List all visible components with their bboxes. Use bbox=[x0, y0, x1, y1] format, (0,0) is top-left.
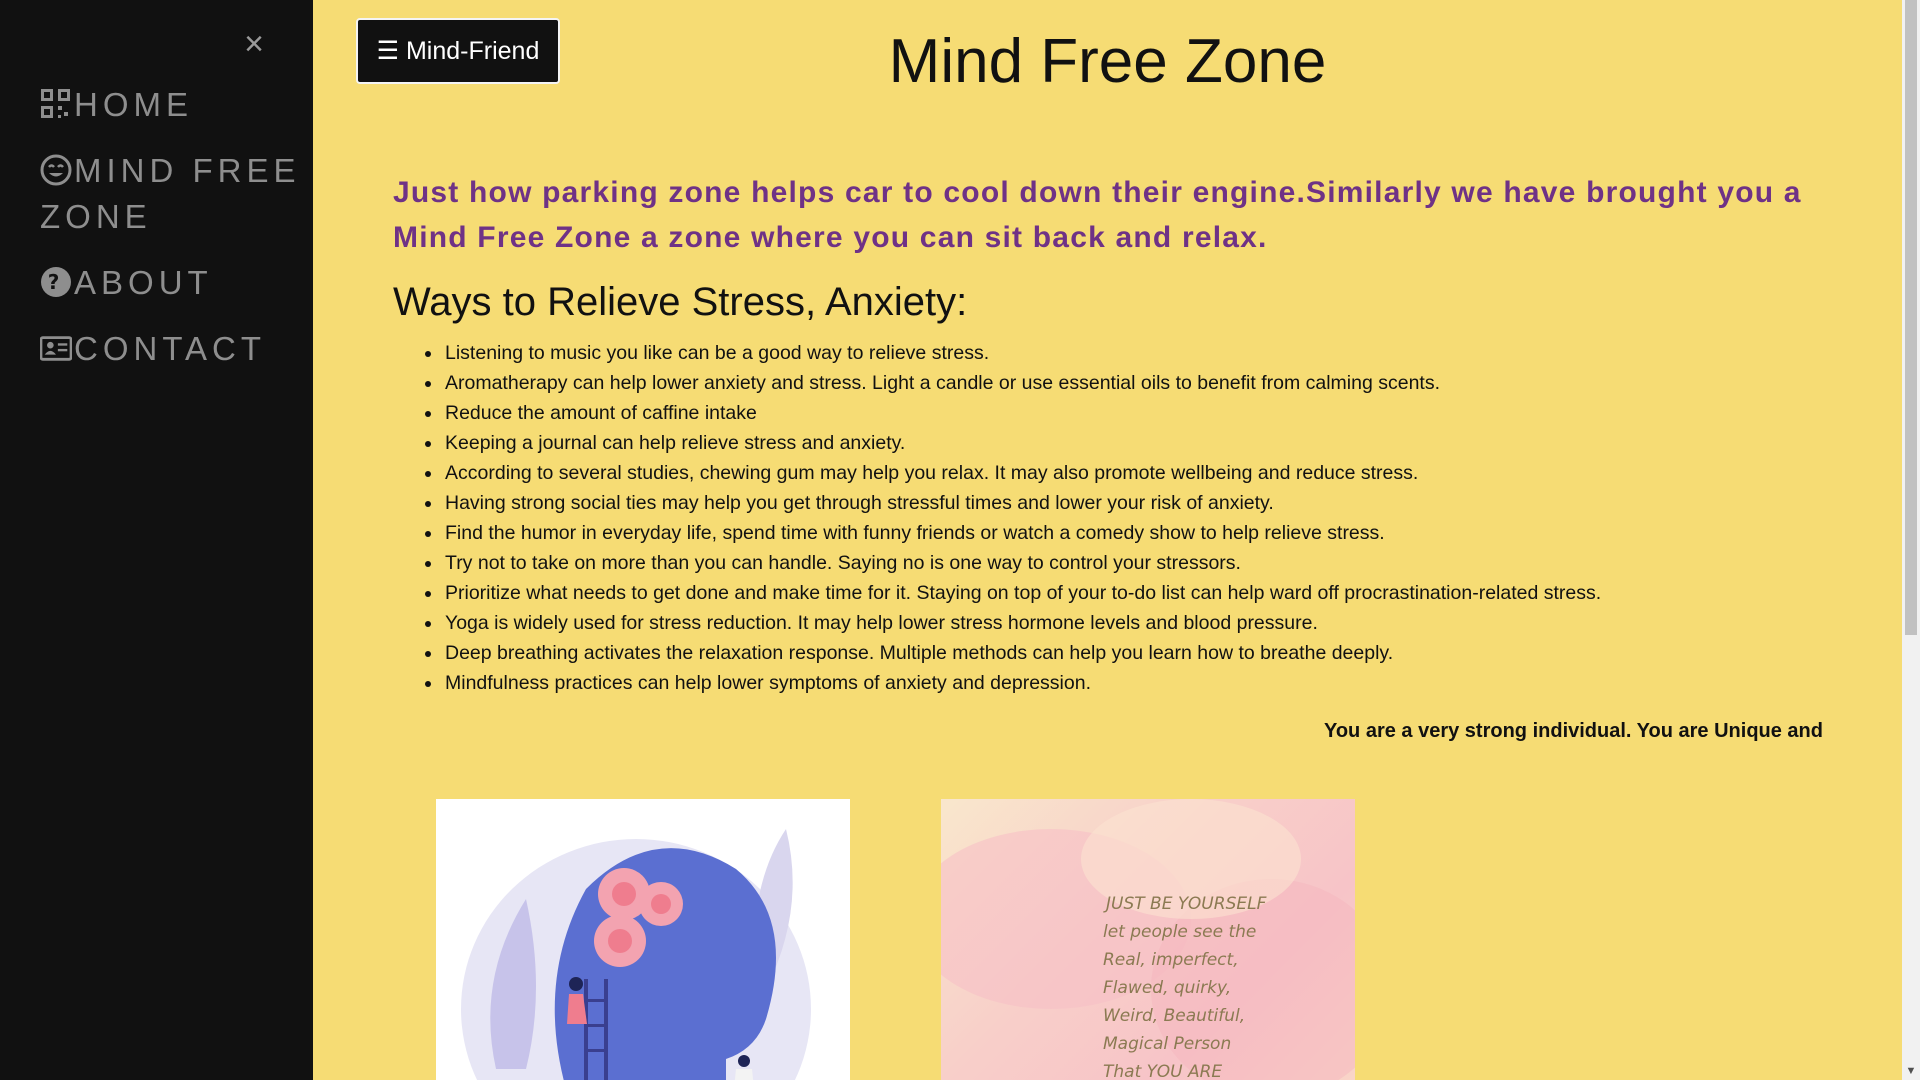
page-title: Mind Free Zone bbox=[888, 27, 1327, 96]
main-content bbox=[313, 0, 1902, 1080]
list-item: • Mindfulness practices can help lower symptoms of anxiety and depression. bbox=[443, 668, 1863, 698]
sidebar-item-label: HOME bbox=[74, 86, 193, 123]
intro-text: Just how parking zone helps car to cool down their engine.Similarly we have brought you a Mind Free Zone a zone where you can sit back and relax. bbox=[393, 176, 1802, 254]
list-item: • Find the humor in everyday life, spend time with funny friends or watch a comedy show to help relieve stress. bbox=[443, 518, 1863, 548]
menu-toggle-button[interactable]: ☰ Mind-Friend bbox=[356, 18, 560, 84]
list-item: • Having strong social ties may help you get through stressful times and lower your risk of anxiety. bbox=[443, 488, 1863, 518]
mind-illustration-image bbox=[436, 799, 850, 1080]
sidebar-item-label: MIND FREE ZONE bbox=[40, 152, 301, 235]
list-item: • According to several studies, chewing gum may help you relax. It may also promote wellbeing and reduce stress. bbox=[443, 458, 1863, 488]
sidebar-nav bbox=[40, 82, 305, 392]
quote-line: That YOU ARE bbox=[1103, 1062, 1223, 1080]
quote-line: Flawed, quirky, bbox=[1103, 978, 1232, 998]
list-item: • Yoga is widely used for stress reduction. It may help lower stress hormone levels and blood pressure. bbox=[443, 608, 1863, 638]
list-item: • Deep breathing activates the relaxation response. Multiple methods can help you learn how to breathe deeply. bbox=[443, 638, 1863, 668]
list-item: • Reduce the amount of caffine intake bbox=[443, 398, 1863, 428]
sidebar-item-mind-free-zone[interactable] bbox=[40, 148, 305, 240]
list-item: • Try not to take on more than you can handle. Saying no is one way to control your stressors. bbox=[443, 548, 1863, 578]
tips-list bbox=[443, 338, 1863, 698]
question-circle-icon bbox=[40, 266, 72, 298]
sidebar-item-about[interactable] bbox=[40, 260, 305, 306]
quote-line: let people see the bbox=[1103, 922, 1257, 942]
quote-poster-image bbox=[941, 799, 1355, 1080]
scroll-down-arrow-icon[interactable]: ▼ bbox=[1905, 1065, 1917, 1077]
close-sidebar-button[interactable]: × bbox=[244, 25, 264, 63]
list-item: • Aromatherapy can help lower anxiety and stress. Light a candle or use essential oils to benefit from calming scents. bbox=[443, 368, 1863, 398]
section-heading: Ways to Relieve Stress, Anxiety: bbox=[393, 280, 968, 324]
sidebar-item-contact[interactable] bbox=[40, 326, 305, 372]
list-item: • Listening to music you like can be a good way to relieve stress. bbox=[443, 338, 1863, 368]
quote-line: Weird, Beautiful, bbox=[1103, 1006, 1246, 1026]
smile-icon bbox=[40, 154, 72, 186]
svg-text:?: ? bbox=[47, 270, 65, 294]
qrcode-icon bbox=[40, 88, 72, 120]
sidebar bbox=[0, 0, 313, 1080]
list-item: • Prioritize what needs to get done and make time for it. Staying on top of your to-do list can help ward off procrastination-related stress. bbox=[443, 578, 1863, 608]
list-item: • Keeping a journal can help relieve stress and anxiety. bbox=[443, 428, 1863, 458]
quote-line: JUST BE YOURSELF bbox=[1106, 894, 1267, 914]
quote-line: Magical Person bbox=[1103, 1034, 1232, 1054]
scrollbar-thumb[interactable] bbox=[1905, 0, 1917, 635]
scrollbar[interactable] bbox=[1902, 0, 1920, 1080]
mind-illustration-image bbox=[436, 799, 850, 1080]
id-card-icon bbox=[40, 332, 72, 364]
quote-line: Real, imperfect, bbox=[1103, 950, 1239, 970]
sidebar-item-label: ABOUT bbox=[74, 264, 213, 301]
sidebar-item-home[interactable] bbox=[40, 82, 305, 128]
sidebar-item-label: CONTACT bbox=[74, 330, 267, 367]
quote-poster-image bbox=[941, 799, 1355, 1080]
affirmation-marquee: You are a very strong individual. You are Unique and bbox=[1323, 720, 1823, 742]
